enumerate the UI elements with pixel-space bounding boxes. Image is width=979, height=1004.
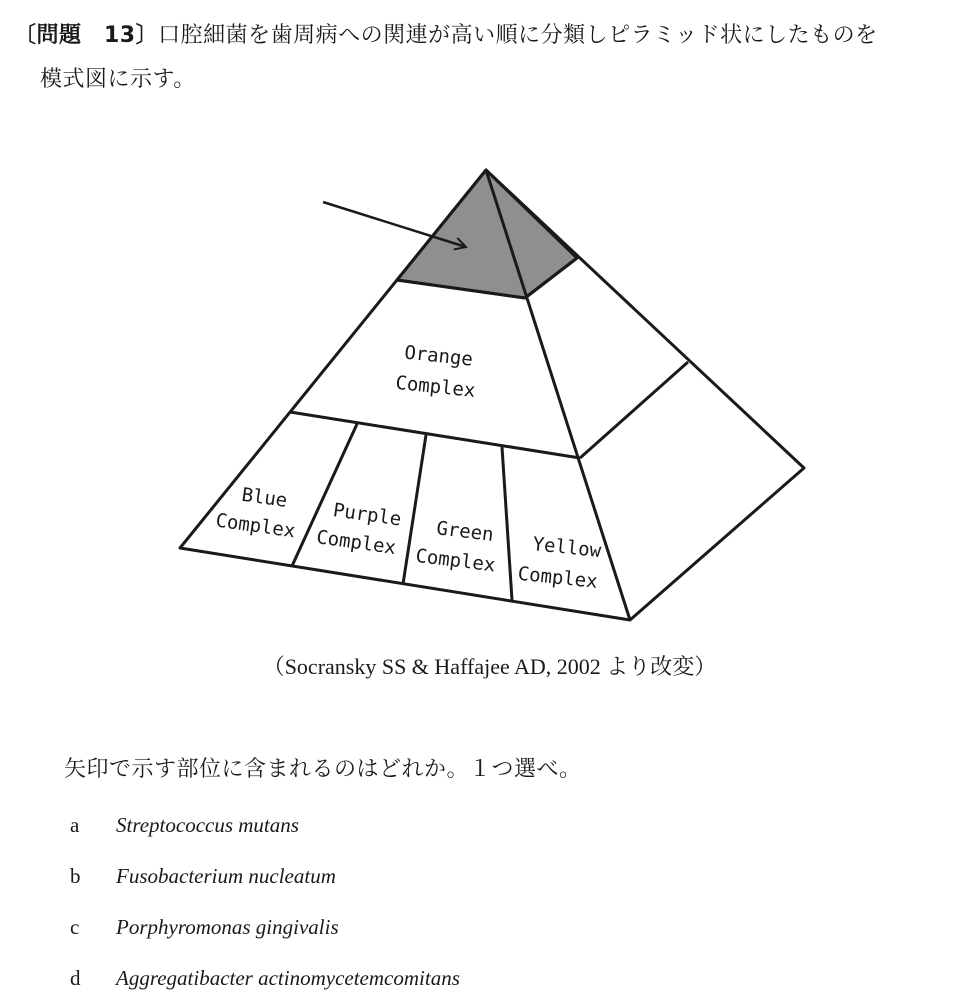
label-orange-complex xyxy=(394,341,479,402)
label-blue-line1: Blue xyxy=(240,483,289,512)
question-prompt: 矢印で示す部位に含まれるのはどれか。１つ選べ。 xyxy=(64,757,582,782)
choice-text: Fusobacterium nucleatum xyxy=(116,864,336,888)
label-orange-line2: Complex xyxy=(394,371,477,403)
choice-d[interactable] xyxy=(70,953,460,1004)
choice-text: Porphyromonas gingivalis xyxy=(116,915,339,939)
choice-a[interactable] xyxy=(70,800,460,851)
choice-letter: c xyxy=(70,915,80,939)
choice-b[interactable] xyxy=(70,851,460,902)
choice-letter: a xyxy=(70,813,80,837)
figure-caption: （Socransky SS & Haffajee AD, 2002 より改変） xyxy=(262,654,717,679)
divider-green-yellow xyxy=(502,447,512,600)
choice-letter: b xyxy=(70,864,81,888)
right-face-division-lower xyxy=(580,362,688,458)
label-purple-line2: Complex xyxy=(315,526,398,560)
choice-text: Streptococcus mutans xyxy=(116,813,299,837)
label-yellow-complex xyxy=(517,532,603,593)
orange-band-bottom xyxy=(290,412,580,458)
choice-c[interactable] xyxy=(70,902,460,953)
choice-letter: d xyxy=(70,966,81,990)
question-text-line1: 口腔細菌を歯周病への関連が高い順に分類しピラミッド状にしたものを xyxy=(158,23,878,48)
question-text-line2: 模式図に示す。 xyxy=(40,67,196,92)
label-purple-complex xyxy=(315,497,403,559)
label-yellow-line2: Complex xyxy=(516,562,599,593)
label-orange-line1: Orange xyxy=(403,341,474,371)
question-number: 〔問題 13〕 xyxy=(14,23,159,48)
choice-text: Aggregatibacter actinomycetemcomitans xyxy=(116,966,460,990)
label-blue-line2: Complex xyxy=(214,509,297,543)
label-green-line2: Complex xyxy=(414,544,497,577)
label-green-line1: Green xyxy=(435,517,495,547)
label-green-complex xyxy=(414,515,500,576)
label-purple-line1: Purple xyxy=(331,499,403,531)
answer-choices xyxy=(70,800,460,1004)
label-yellow-line1: Yellow xyxy=(531,533,603,563)
